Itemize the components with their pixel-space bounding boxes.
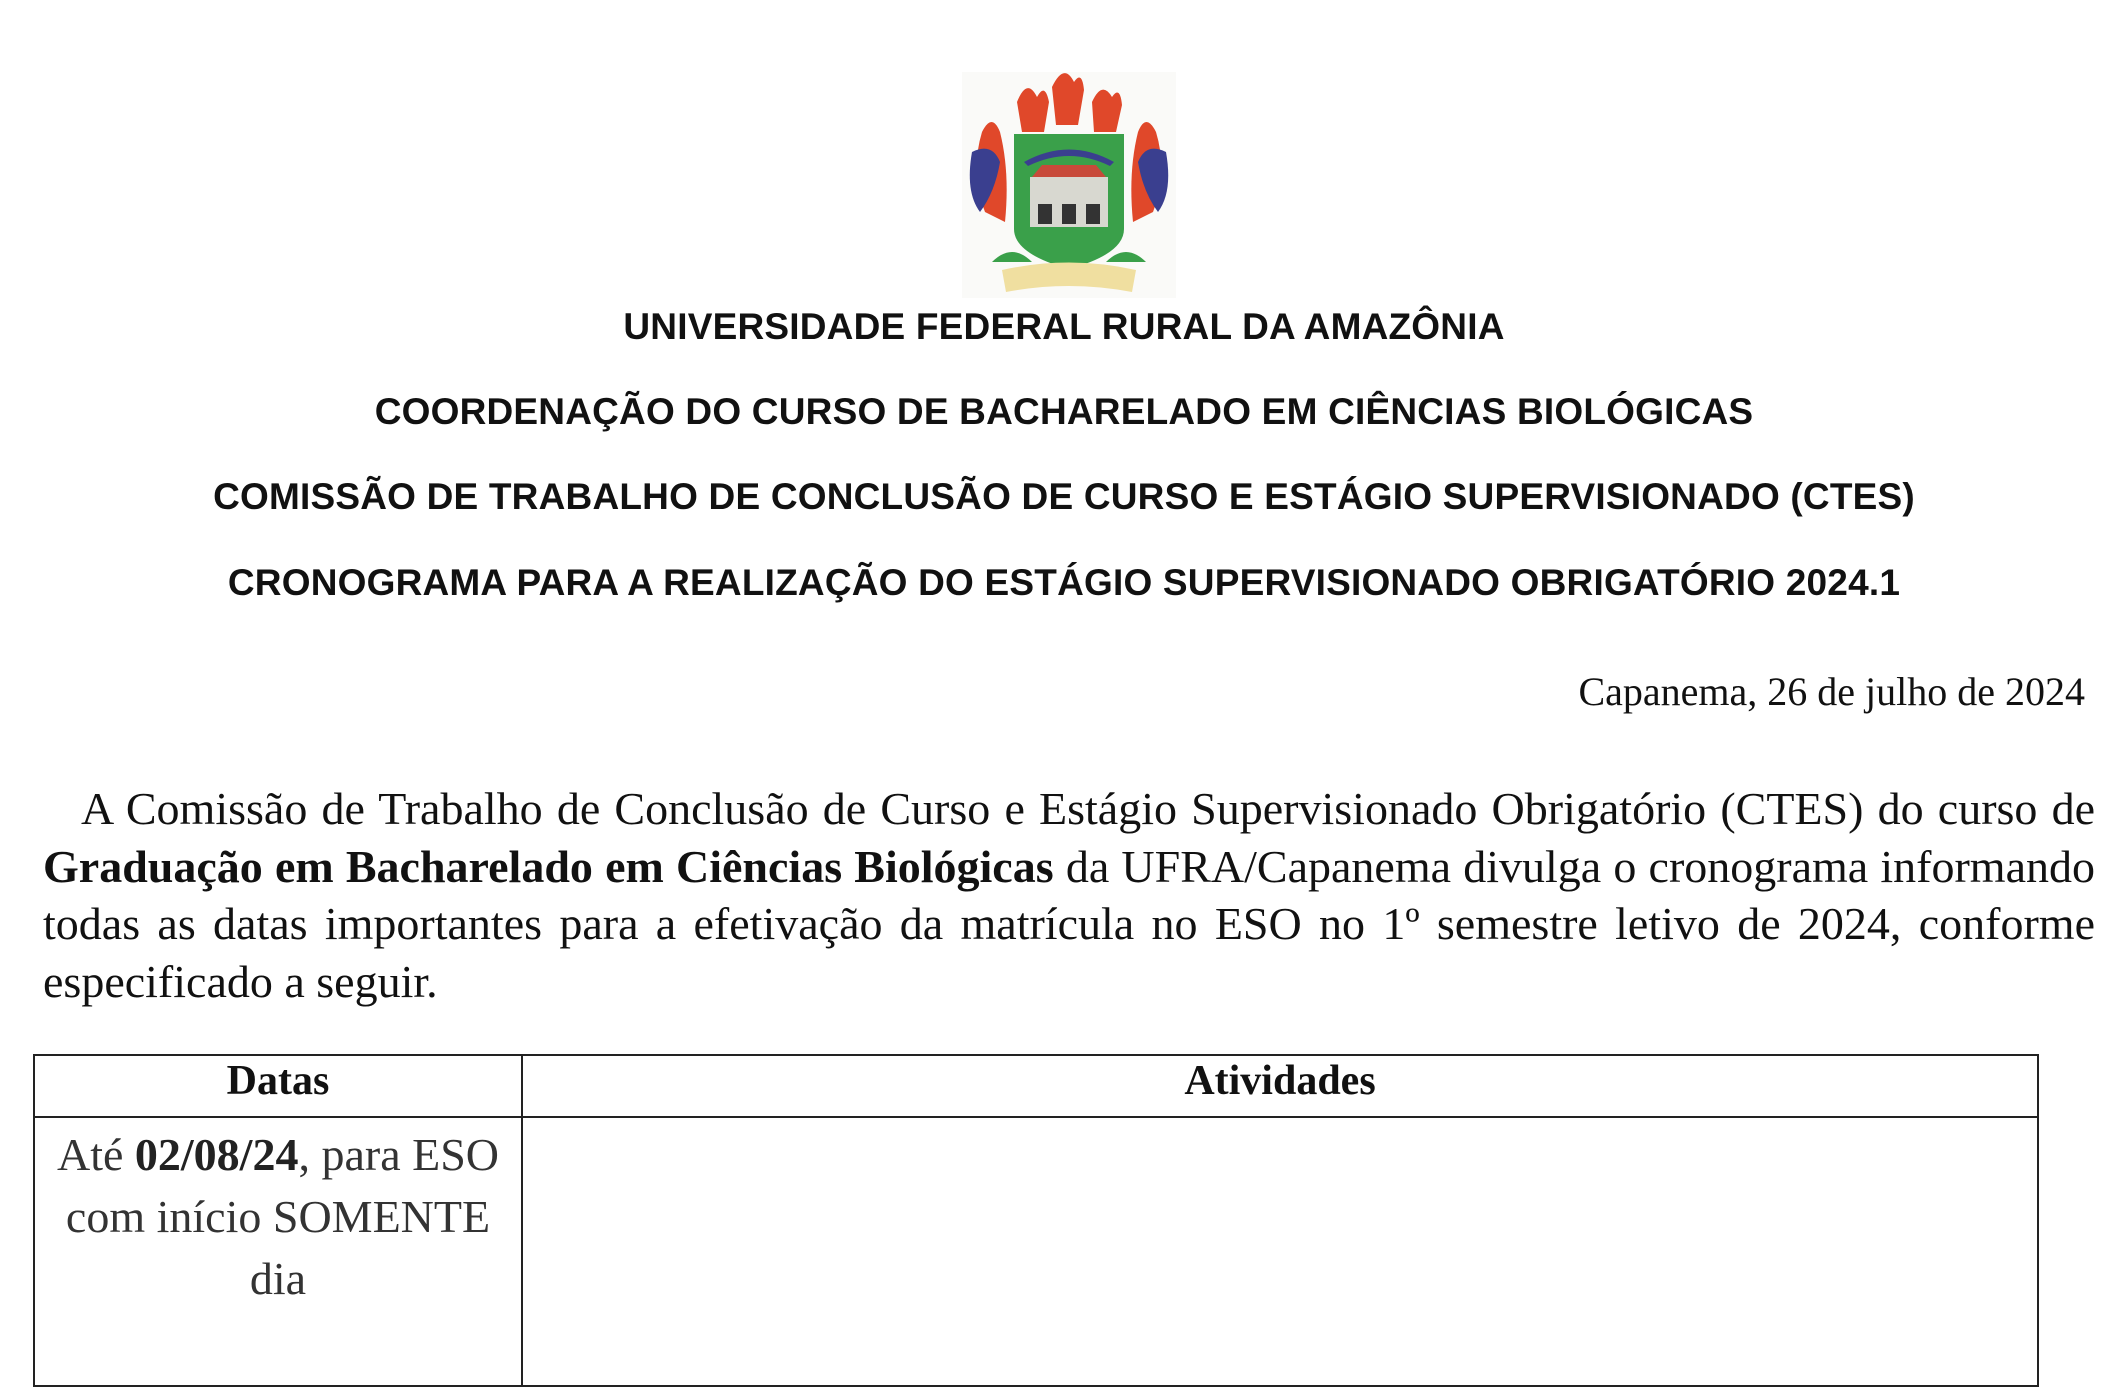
document-title: CRONOGRAMA PARA A REALIZAÇÃO DO ESTÁGIO SUPERVISIONADO OBRIGATÓRIO 2024.1 bbox=[227, 562, 1901, 603]
institution-name: UNIVERSIDADE FEDERAL RURAL DA AMAZÔNIA bbox=[623, 306, 1505, 347]
commission-name: COMISSÃO DE TRABALHO DE CONCLUSÃO DE CURSO E ESTÁGIO SUPERVISIONADO (CTES) bbox=[213, 476, 1915, 517]
intro-paragraph bbox=[43, 780, 2095, 1010]
activity-cell bbox=[522, 1117, 2038, 1386]
course-name: Graduação em Bacharelado em Ciências Biológicas bbox=[43, 840, 1054, 892]
header-atividades: Atividades bbox=[522, 1055, 2038, 1117]
table-header-row bbox=[34, 1055, 2038, 1117]
schedule-table bbox=[33, 1054, 2039, 1387]
date-prefix: Até bbox=[56, 1129, 135, 1180]
date-suffix: , para ESO com início SOMENTE dia bbox=[65, 1129, 500, 1304]
intro-text-2: da UFRA/Capanema divulga o cronograma informando todas as datas importantes para a efetivação da matrícula no ESO no 1º semestre letivo de 2024, conforme especificado a seguir. bbox=[43, 840, 2095, 1007]
table-row bbox=[34, 1117, 2038, 1386]
header-datas: Datas bbox=[34, 1055, 522, 1117]
intro-text-1: A Comissão de Trabalho de Conclusão de Curso e Estágio Supervisionado Obrigatório (CTES) do curso de bbox=[81, 783, 2095, 834]
deadline-date: 02/08/24 bbox=[134, 1129, 299, 1180]
document-date: Capanema, 26 de julho de 2024 bbox=[1578, 669, 2085, 714]
coordination-name: COORDENAÇÃO DO CURSO DE BACHARELADO EM CIÊNCIAS BIOLÓGICAS bbox=[374, 391, 1754, 432]
date-cell bbox=[34, 1117, 522, 1386]
university-coat-of-arms-logo bbox=[962, 72, 1176, 298]
